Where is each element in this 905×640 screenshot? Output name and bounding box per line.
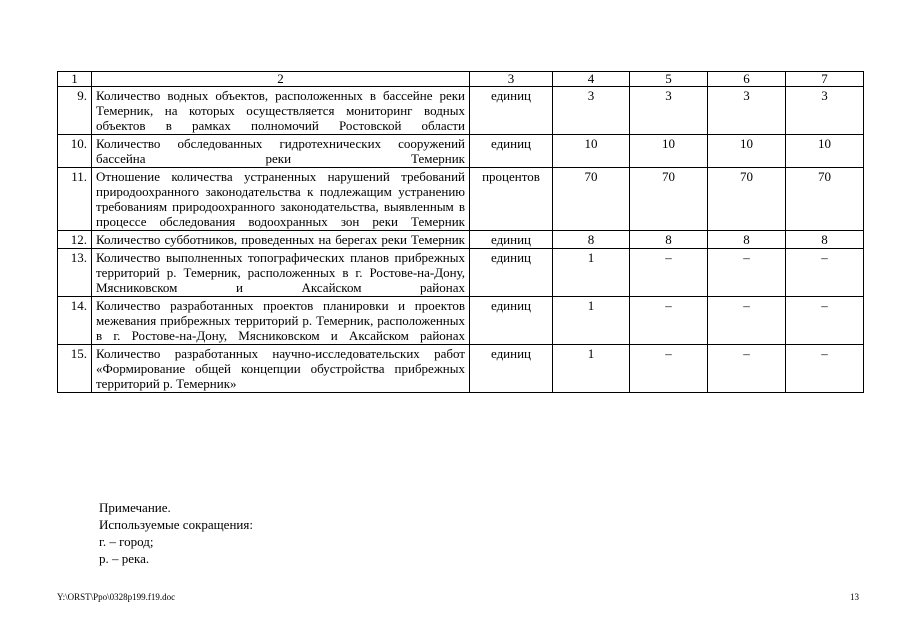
value-cell: 70 [786,168,864,231]
value-cell: 1 [553,345,630,393]
value-cell: 10 [786,135,864,168]
header-cell: 3 [470,72,553,87]
value-cell: – [786,297,864,345]
header-cell: 7 [786,72,864,87]
table-row [58,345,864,393]
table-row [58,168,864,231]
value-cell: 10 [708,135,786,168]
value-cell: – [630,297,708,345]
page-number: 13 [850,592,859,602]
row-number: 10. [58,135,92,168]
table-row [58,231,864,249]
table-row [58,135,864,168]
note-item: р. – река. [99,551,150,566]
row-number: 13. [58,249,92,297]
indicator-description: Количество разработанных научно-исследовательских работ «Формирование общей концепции обустройства прибрежных территорий р. Темерник» [92,345,470,393]
unit-cell: единиц [470,297,553,345]
unit-cell: процентов [470,168,553,231]
indicator-description: Отношение количества устраненных нарушений требований природоохранного законодательства к подлежащим устранению требованиям природоохранного законодательства, выявленным в процессе обследования водоохранных зон реки Темерник [92,168,470,231]
value-cell: 10 [553,135,630,168]
row-number: 11. [58,168,92,231]
abbreviations-note [99,499,253,567]
value-cell: 8 [553,231,630,249]
value-cell: 8 [786,231,864,249]
value-cell: – [708,249,786,297]
indicator-description: Количество обследованных гидротехнических сооружений бассейна реки Темерник [92,135,470,168]
value-cell: 8 [708,231,786,249]
indicator-description: Количество выполненных топографических планов прибрежных территорий р. Темерник, расположенных в г. Ростове-на-Дону, Мясниковском и Аксайском районах [92,249,470,297]
indicator-description: Количество водных объектов, расположенных в бассейне реки Темерник, на которых осуществляется мониторинг водных объектов в рамках полномочий Ростовской области [92,87,470,135]
value-cell: – [786,345,864,393]
value-cell: 1 [553,297,630,345]
unit-cell: единиц [470,249,553,297]
unit-cell: единиц [470,87,553,135]
indicator-description: Количество субботников, проведенных на берегах реки Темерник [92,231,470,249]
value-cell: 1 [553,249,630,297]
header-cell: 5 [630,72,708,87]
value-cell: – [630,345,708,393]
row-number: 12. [58,231,92,249]
row-number: 9. [58,87,92,135]
unit-cell: единиц [470,135,553,168]
value-cell: 8 [630,231,708,249]
value-cell: 70 [708,168,786,231]
unit-cell: единиц [470,231,553,249]
value-cell: – [708,297,786,345]
document-path: Y:\ORST\Ppo\0328p199.f19.doc [57,592,176,602]
row-number: 14. [58,297,92,345]
value-cell: 70 [630,168,708,231]
note-item: г. – город; [99,534,154,549]
value-cell: 3 [708,87,786,135]
value-cell: 3 [553,87,630,135]
value-cell: 3 [786,87,864,135]
value-cell: – [708,345,786,393]
value-cell: 70 [553,168,630,231]
value-cell: – [786,249,864,297]
table-row [58,87,864,135]
unit-cell: единиц [470,345,553,393]
table-row [58,249,864,297]
value-cell: 10 [630,135,708,168]
header-cell: 4 [553,72,630,87]
note-subtitle: Используемые сокращения: [99,517,253,532]
value-cell: – [630,249,708,297]
indicator-description: Количество разработанных проектов планировки и проектов межевания прибрежных территорий р. Темерник, расположенных в г. Ростове-на-Дону, Мясниковском и Аксайском районах [92,297,470,345]
header-cell: 2 [92,72,470,87]
table-row [58,297,864,345]
value-cell: 3 [630,87,708,135]
indicators-table [57,71,864,393]
note-title: Примечание. [99,500,171,515]
table-header-row [58,72,864,87]
header-cell: 6 [708,72,786,87]
row-number: 15. [58,345,92,393]
header-cell: 1 [58,72,92,87]
